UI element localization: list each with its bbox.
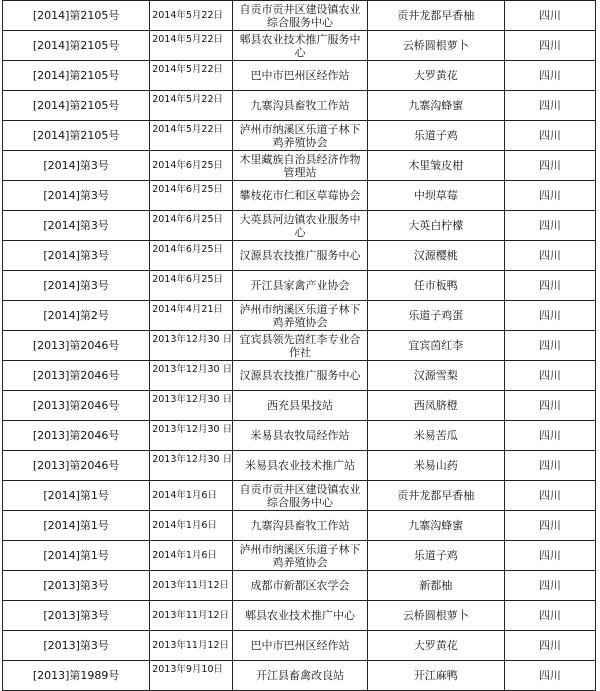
document-number-cell: [2014]第2105号 [3,1,150,31]
table-row [3,541,596,571]
document-number-cell: [2014]第1号 [3,511,150,541]
product-name-cell: 宜宾茵红李 [367,331,504,361]
table-row [3,661,596,691]
province-cell: 四川 [504,631,595,661]
organization-cell: 米易县农牧局经作站 [233,421,368,451]
organization-cell: 大英县河边镇农业服务中心 [233,211,368,241]
product-name-cell: 大罗黄花 [367,61,504,91]
document-number-cell: [2014]第3号 [3,211,150,241]
organization-cell: 巴中市巴州区经作站 [233,61,368,91]
document-number-cell: [2014]第2105号 [3,31,150,61]
province-cell: 四川 [504,541,595,571]
table-row [3,151,596,181]
province-cell: 四川 [504,361,595,391]
table-row [3,511,596,541]
table-row [3,1,596,31]
date-cell: 2013年11月12日 [150,631,233,661]
date-cell: 2014年5月22日 [150,121,233,151]
product-name-cell: 任市板鸭 [367,271,504,301]
date-cell: 2014年6月25日 [150,211,233,241]
date-cell: 2014年5月22日 [150,1,233,31]
organization-cell: 木里藏族自治县经济作物管理站 [233,151,368,181]
province-cell: 四川 [504,151,595,181]
province-cell: 四川 [504,301,595,331]
province-cell: 四川 [504,181,595,211]
province-cell: 四川 [504,451,595,481]
product-name-cell: 西凤脐橙 [367,391,504,421]
product-name-cell: 新都柚 [367,571,504,601]
province-cell: 四川 [504,661,595,691]
province-cell: 四川 [504,571,595,601]
organization-cell: 攀枝花市仁和区草莓协会 [233,181,368,211]
product-name-cell: 九寨沟蜂蜜 [367,511,504,541]
date-cell: 2014年6月25日 [150,271,233,301]
product-name-cell: 乐道子鸡蛋 [367,301,504,331]
table-row [3,241,596,271]
province-cell: 四川 [504,91,595,121]
organization-cell: 郫县农业技术推广中心 [233,601,368,631]
product-name-cell: 大英白柠檬 [367,211,504,241]
table-row [3,181,596,211]
document-number-cell: [2013]第3号 [3,631,150,661]
date-cell: 2014年6月25日 [150,151,233,181]
document-number-cell: [2014]第3号 [3,151,150,181]
table-row [3,631,596,661]
organization-cell: 九寨沟县畜牧工作站 [233,91,368,121]
date-cell: 2014年1月6日 [150,541,233,571]
organization-cell: 西充县果技站 [233,391,368,421]
product-name-cell: 云桥圆根萝卜 [367,601,504,631]
registration-table-page [2,0,596,688]
table-row [3,421,596,451]
organization-cell: 泸州市纳溪区乐道子林下鸡养殖协会 [233,301,368,331]
table-row [3,571,596,601]
organization-cell: 自贡市贡井区建设镇农业综合服务中心 [233,481,368,511]
date-cell: 2014年5月22日 [150,31,233,61]
organization-cell: 巴中市巴州区经作站 [233,631,368,661]
document-number-cell: [2014]第3号 [3,241,150,271]
organization-cell: 九寨沟县畜牧工作站 [233,511,368,541]
province-cell: 四川 [504,391,595,421]
date-cell: 2013年12月30 日 [150,421,233,451]
document-number-cell: [2013]第3号 [3,571,150,601]
date-cell: 2013年12月30 日 [150,451,233,481]
province-cell: 四川 [504,331,595,361]
document-number-cell: [2014]第2105号 [3,91,150,121]
table-row [3,331,596,361]
province-cell: 四川 [504,61,595,91]
date-cell: 2013年11月12日 [150,601,233,631]
table-row [3,601,596,631]
date-cell: 2013年12月30 日 [150,391,233,421]
product-name-cell: 木里皱皮柑 [367,151,504,181]
product-name-cell: 乐道子鸡 [367,541,504,571]
table-row [3,121,596,151]
table-row [3,301,596,331]
document-number-cell: [2014]第1号 [3,481,150,511]
document-number-cell: [2013]第3号 [3,601,150,631]
province-cell: 四川 [504,121,595,151]
organization-cell: 泸州市纳溪区乐道子林下鸡养殖协会 [233,541,368,571]
date-cell: 2014年4月21日 [150,301,233,331]
table-row [3,271,596,301]
product-name-cell: 汉源樱桃 [367,241,504,271]
table-row [3,361,596,391]
table-row [3,91,596,121]
table-body [3,1,596,691]
date-cell: 2014年5月22日 [150,91,233,121]
date-cell: 2013年12月30 日 [150,331,233,361]
table-row [3,481,596,511]
document-number-cell: [2013]第1989号 [3,661,150,691]
date-cell: 2013年9月10日 [150,661,233,691]
document-number-cell: [2013]第2046号 [3,361,150,391]
date-cell: 2014年5月22日 [150,61,233,91]
organization-cell: 成都市新都区农学会 [233,571,368,601]
organization-cell: 郫县农业技术推广服务中心 [233,31,368,61]
organization-cell: 宜宾县领先茵红李专业合作社 [233,331,368,361]
organization-cell: 泸州市纳溪区乐道子林下鸡养殖协会 [233,121,368,151]
date-cell: 2014年6月25日 [150,241,233,271]
date-cell: 2014年6月25日 [150,181,233,211]
province-cell: 四川 [504,271,595,301]
organization-cell: 开江县家禽产业协会 [233,271,368,301]
province-cell: 四川 [504,211,595,241]
province-cell: 四川 [504,601,595,631]
organization-cell: 米易县农业技术推广站 [233,451,368,481]
table-row [3,31,596,61]
product-name-cell: 贡井龙都早香柚 [367,481,504,511]
document-number-cell: [2013]第2046号 [3,451,150,481]
document-number-cell: [2014]第3号 [3,181,150,211]
product-name-cell: 米易苦瓜 [367,421,504,451]
document-number-cell: [2014]第1号 [3,541,150,571]
organization-cell: 自贡市贡井区建设镇农业综合服务中心 [233,1,368,31]
registration-table [2,0,596,691]
product-name-cell: 开江麻鸭 [367,661,504,691]
product-name-cell: 汉源雪梨 [367,361,504,391]
table-row [3,61,596,91]
province-cell: 四川 [504,481,595,511]
province-cell: 四川 [504,421,595,451]
document-number-cell: [2014]第2105号 [3,121,150,151]
document-number-cell: [2014]第2号 [3,301,150,331]
date-cell: 2014年1月6日 [150,511,233,541]
date-cell: 2013年11月12日 [150,571,233,601]
document-number-cell: [2014]第3号 [3,271,150,301]
province-cell: 四川 [504,31,595,61]
table-row [3,451,596,481]
product-name-cell: 米易山药 [367,451,504,481]
document-number-cell: [2013]第2046号 [3,391,150,421]
document-number-cell: [2014]第2105号 [3,61,150,91]
document-number-cell: [2013]第2046号 [3,421,150,451]
document-number-cell: [2013]第2046号 [3,331,150,361]
organization-cell: 汉源县农技推广服务中心 [233,361,368,391]
organization-cell: 汉源县农技推广服务中心 [233,241,368,271]
province-cell: 四川 [504,241,595,271]
date-cell: 2013年12月30 日 [150,361,233,391]
table-row [3,211,596,241]
product-name-cell: 中坝草莓 [367,181,504,211]
product-name-cell: 云桥圆根萝卜 [367,31,504,61]
product-name-cell: 九寨沟蜂蜜 [367,91,504,121]
province-cell: 四川 [504,511,595,541]
product-name-cell: 贡井龙都早香柚 [367,1,504,31]
organization-cell: 开江县畜禽改良站 [233,661,368,691]
product-name-cell: 大罗黄花 [367,631,504,661]
product-name-cell: 乐道子鸡 [367,121,504,151]
province-cell: 四川 [504,1,595,31]
date-cell: 2014年1月6日 [150,481,233,511]
table-row [3,391,596,421]
